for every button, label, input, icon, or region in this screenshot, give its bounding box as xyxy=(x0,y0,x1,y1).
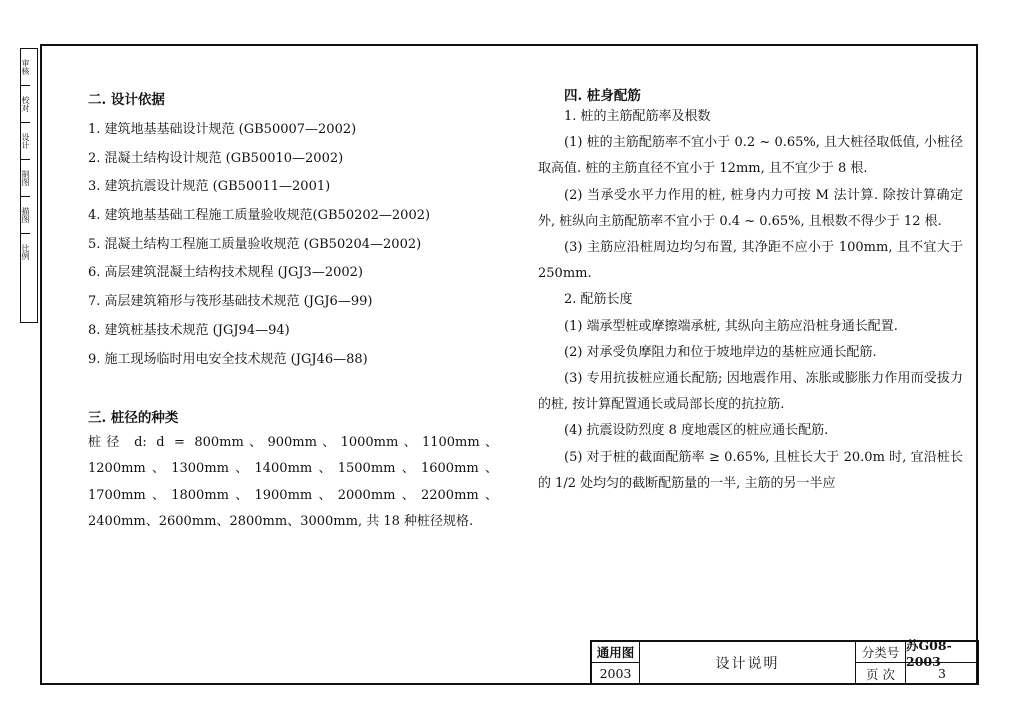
section2-heading: 二. 设计依据 xyxy=(88,92,165,108)
reference-item: 8. 建筑桩基技术规范 (JGJ94—94) xyxy=(88,322,290,338)
section4-heading: 四. 桩身配筋 xyxy=(564,88,641,104)
left-column xyxy=(88,88,498,535)
reference-list xyxy=(88,116,498,374)
pile-diameter-text: 桩径 d: d = 800mm、900mm、1000mm、1100mm、1200mm、1300mm、1400mm、1500mm、1600mm、1700mm、1800mm、1900mm、2000mm、2200mm、2400mm、2600mm、2800mm、3000mm, 共 18 种桩径规格. xyxy=(88,435,498,529)
reference-item: 3. 建筑抗震设计规范 (GB50011—2001) xyxy=(88,179,331,195)
paragraph: (1) 桩的主筋配筋率不宜小于 0.2 ~ 0.65%, 且大桩径取低值, 小桩径取高值. 桩的主筋直径不宜小于 12mm, 且不宜少于 8 根. xyxy=(538,135,963,177)
paragraph: (1) 端承型桩或摩擦端承桩, 其纵向主筋应沿桩身通长配置. xyxy=(564,318,898,334)
reference-item: 7. 高层建筑箱形与筏形基础技术规范 (JGJ6—99) xyxy=(88,294,373,310)
reference-item: 4. 建筑地基基础工程施工质量验收规范(GB50202—2002) xyxy=(88,208,431,224)
paragraph: (3) 专用抗拔桩应通长配筋; 因地震作用、冻胀或膨胀力作用而受拔力的桩, 按计算配置通长或局部长度的抗拉筋. xyxy=(538,371,963,413)
reference-item: 6. 高层建筑混凝土结构技术规程 (JGJ3—2002) xyxy=(88,265,363,281)
paragraph: (5) 对于桩的截面配筋率 ≥ 0.65%, 且桩长大于 20.0m 时, 宜沿桩长的 1/2 处均匀的截断配筋量的一半, 主筋的另一半应 xyxy=(538,449,963,491)
label-category: 分类号 xyxy=(856,642,906,663)
section3-heading: 三. 桩径的种类 xyxy=(88,410,179,427)
subheading-reinforcement-ratio: 1. 桩的主筋配筋率及根数 xyxy=(564,109,711,124)
paragraph: (4) 抗震设防烈度 8 度地震区的桩应通长配筋. xyxy=(564,423,829,439)
label-page: 页 次 xyxy=(856,663,906,685)
paragraph: (2) 当承受水平力作用的桩, 桩身内力可按 M 法计算. 除按计算确定外, 桩纵向主筋配筋率不宜小于 0.4 ~ 0.65%, 且根数不得少于 12 根. xyxy=(538,187,963,229)
approval-sidebar xyxy=(20,48,38,323)
paragraph: (3) 主筋应沿桩周边均匀布置, 其净距不应小于 100mm, 且不宜大于 250mm. xyxy=(538,240,963,282)
reference-item: 1. 建筑地基基础设计规范 (GB50007—2002) xyxy=(88,122,357,137)
drawing-year: 2003 xyxy=(592,663,640,685)
sidebar-cell: 描图 xyxy=(21,197,30,234)
title-block xyxy=(590,637,979,685)
subheading-reinforcement-length: 2. 配筋长度 xyxy=(564,292,633,308)
reference-item: 5. 混凝土结构工程施工质量验收规范 (GB50204—2002) xyxy=(88,236,422,252)
sidebar-cell: 制图 xyxy=(21,160,30,197)
right-column xyxy=(538,84,963,497)
sidebar-cell: 设计 xyxy=(21,123,30,160)
sidebar-cell: 校对 xyxy=(21,86,30,123)
paragraph: (2) 对承受负摩阻力和位于坡地岸边的基桩应通长配筋. xyxy=(564,344,877,360)
label-general-drawing: 通用图 xyxy=(592,642,640,663)
category-number: 苏G08-2003 xyxy=(906,642,979,663)
reference-item: 9. 施工现场临时用电安全技术规范 (JGJ46—88) xyxy=(88,351,368,367)
sidebar-cell: 审核 xyxy=(21,49,30,86)
drawing-title: 设计说明 xyxy=(640,642,856,685)
page-number: 3 xyxy=(906,663,979,685)
sidebar-cell: 比例 xyxy=(21,244,30,260)
reference-item: 2. 混凝土结构设计规范 (GB50010—2002) xyxy=(88,150,344,166)
